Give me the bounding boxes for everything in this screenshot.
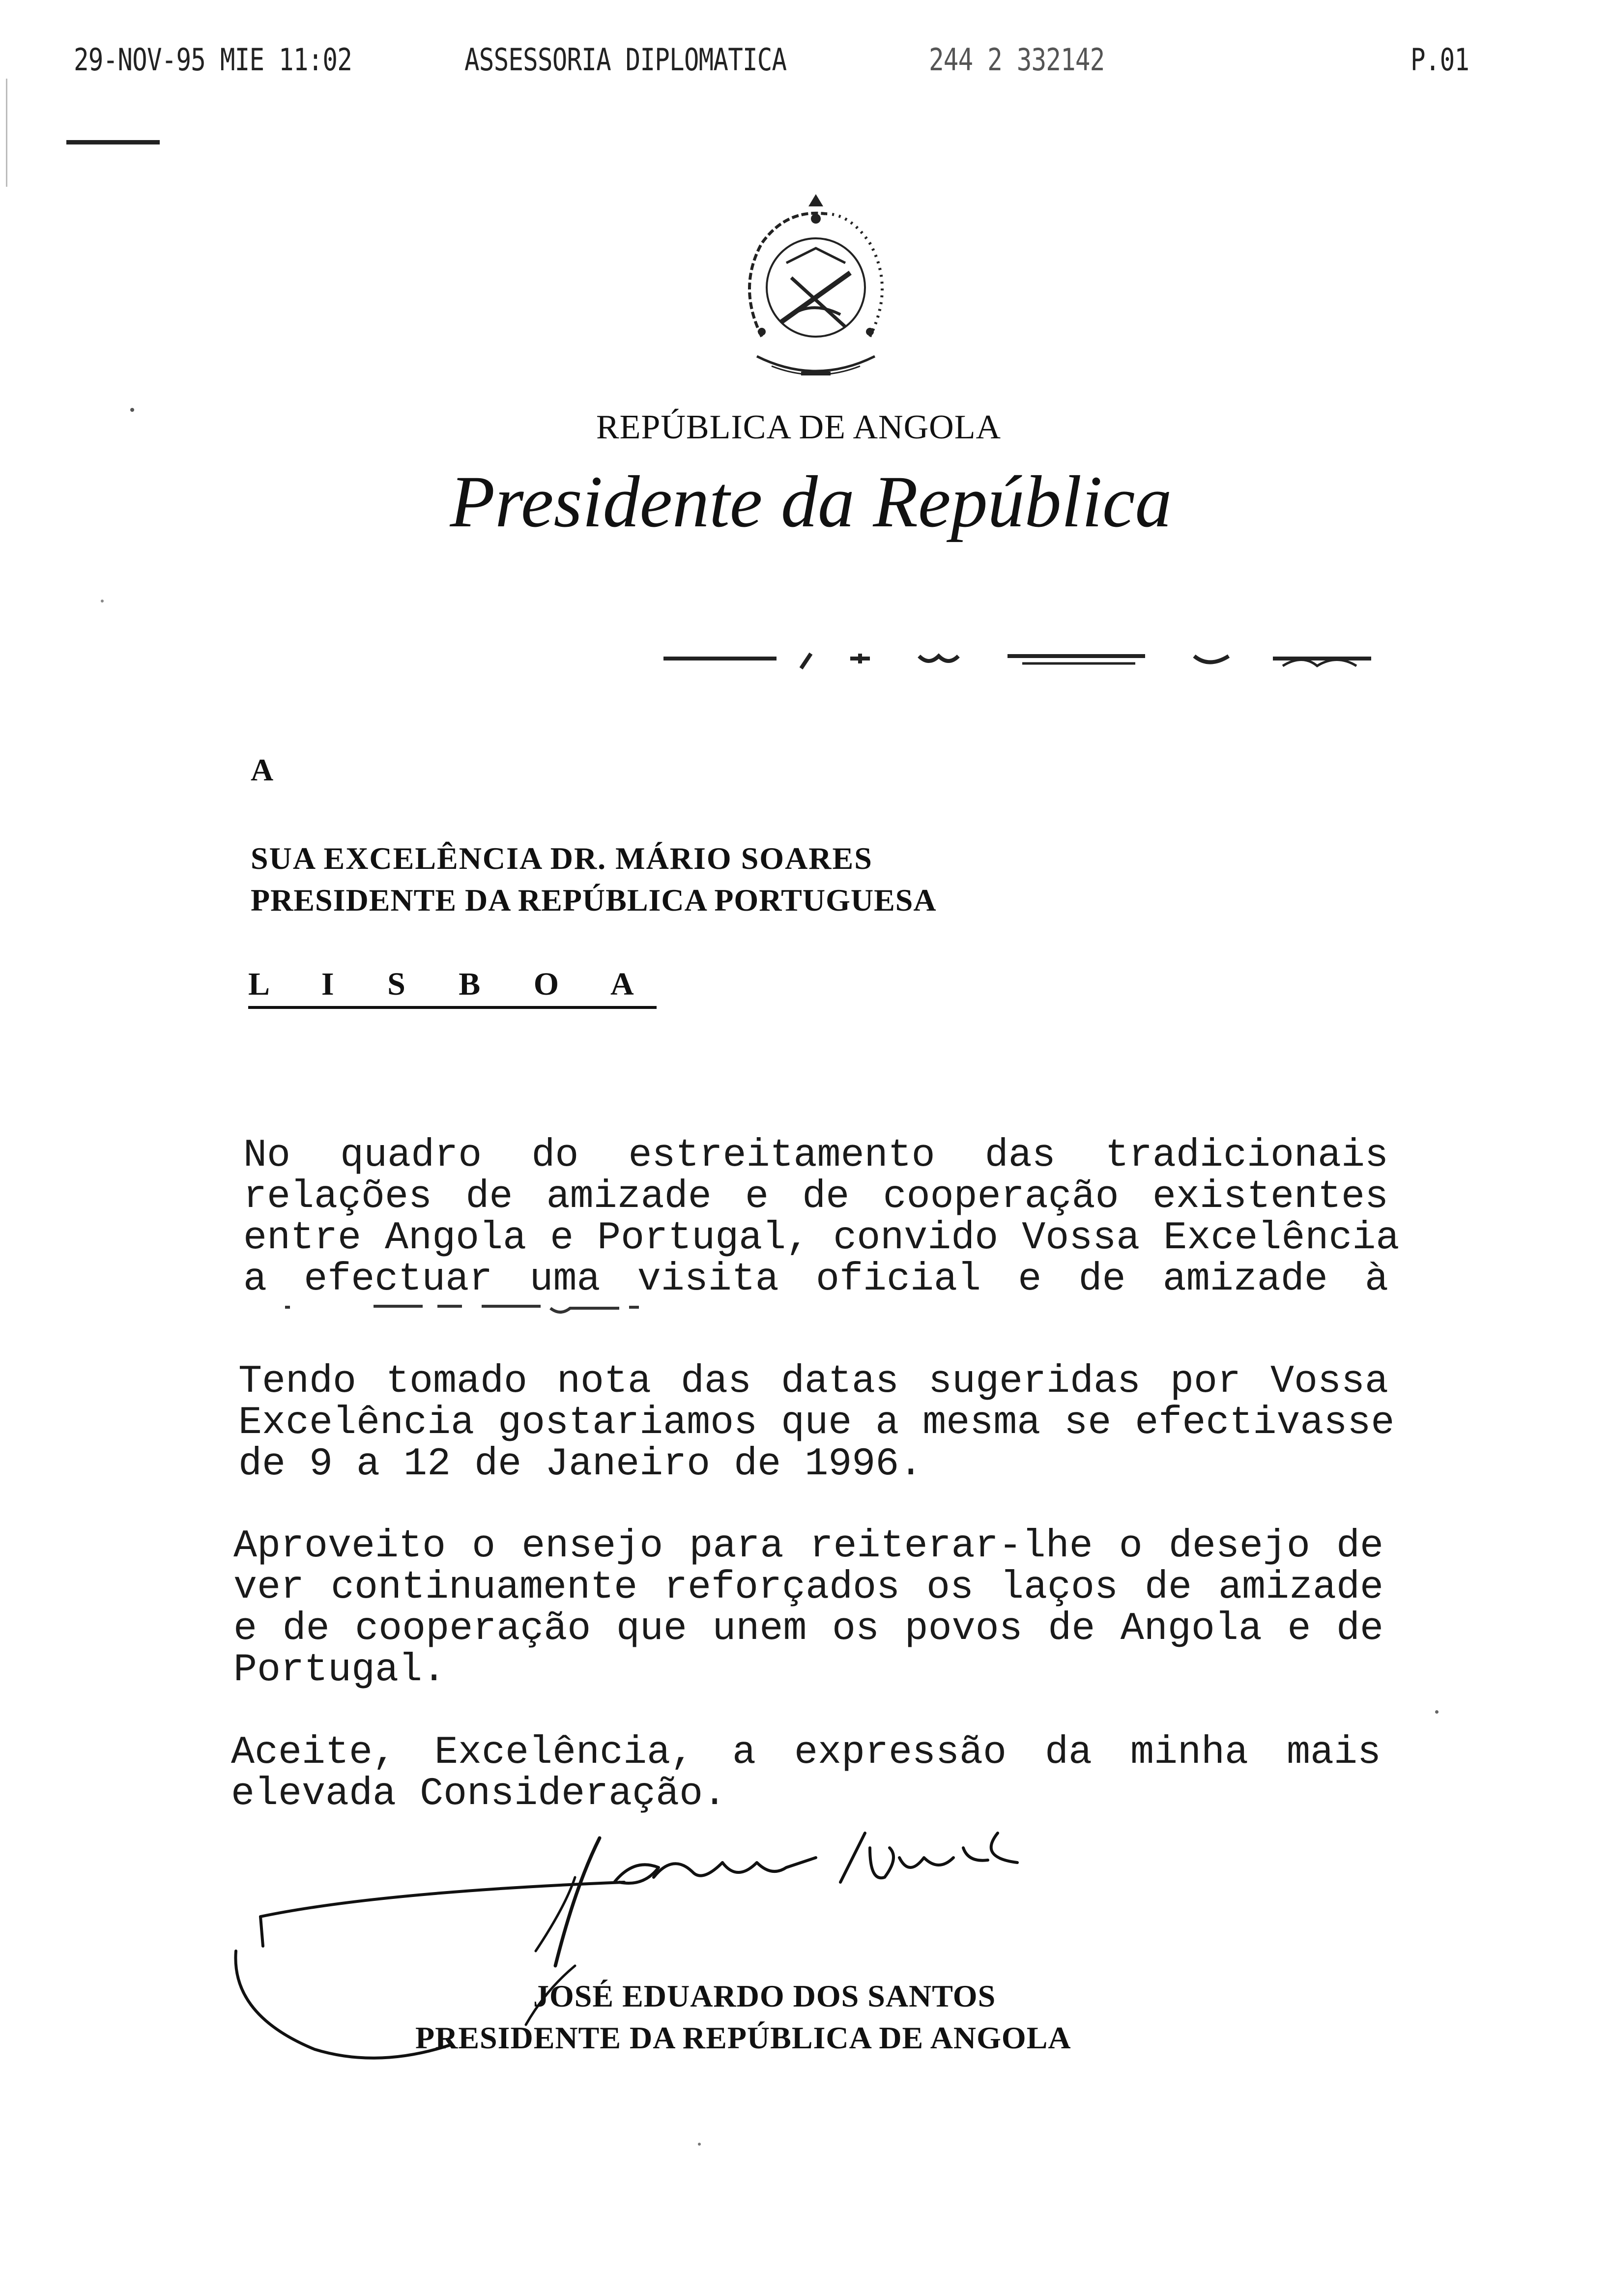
recipient-city: L I S B O A xyxy=(248,966,657,1009)
body-paragraph-4 xyxy=(231,1732,1381,1815)
scan-speck xyxy=(698,2143,701,2146)
signatory-name: JOSÉ EDUARDO DOS SANTOS xyxy=(533,1979,996,2013)
paragraph-line: Portugal. xyxy=(233,1648,446,1693)
paragraph-line: ver continuamente reforçados os laços de amizade xyxy=(233,1565,1383,1610)
paragraph-line: Tendo tomado nota das datas sugeridas por Vossa xyxy=(238,1359,1388,1404)
scan-edge-mark xyxy=(6,79,7,187)
body-paragraph-2 xyxy=(238,1359,1395,1487)
scan-speck xyxy=(130,408,134,412)
recipient-line1: SUA EXCELÊNCIA DR. MÁRIO SOARES xyxy=(251,841,873,876)
garbled-date-line xyxy=(663,649,1376,678)
paragraph-line: Excelência gostariamos que a mesma se efectivasse xyxy=(238,1401,1395,1445)
fax-datetime: 29-NOV-95 MIE 11:02 xyxy=(74,42,352,78)
scan-speck xyxy=(1435,1710,1439,1714)
body-paragraph-1 xyxy=(243,1133,1400,1302)
fax-sender: ASSESSORIA DIPLOMATICA xyxy=(464,42,787,78)
scan-mark xyxy=(66,140,160,144)
paragraph-line: relações de amizade e de cooperação existentes xyxy=(243,1175,1388,1219)
paragraph-line: entre Angola e Portugal, convido Vossa Excelência xyxy=(243,1216,1400,1261)
letterhead-country: REPÚBLICA DE ANGOLA xyxy=(596,408,1002,446)
angola-emblem-icon xyxy=(727,189,904,391)
paragraph-line: No quadro do estreitamento das tradicionais xyxy=(243,1133,1388,1178)
paragraph-line: elevada Consideração. xyxy=(231,1772,727,1816)
paragraph-line: a efectuar uma visita oficial e de amizade à xyxy=(243,1257,1388,1302)
truncated-line-fragment xyxy=(275,1302,718,1317)
paragraph-line: Aproveito o ensejo para reiterar-lhe o desejo de xyxy=(233,1524,1383,1569)
paragraph-line: Aceite, Excelência, a expressão da minha mais xyxy=(231,1730,1381,1775)
paragraph-line: de 9 a 12 de Janeiro de 1996. xyxy=(238,1442,923,1487)
letterhead-office: Presidente da República xyxy=(450,461,1172,543)
recipient-prefix: A xyxy=(251,752,274,787)
fax-number: 244 2 332142 xyxy=(929,42,1105,78)
signatory-title: PRESIDENTE DA REPÚBLICA DE ANGOLA xyxy=(415,2020,1071,2055)
fax-page: P.01 xyxy=(1410,42,1469,78)
body-paragraph-3 xyxy=(233,1526,1383,1691)
recipient-line2: PRESIDENTE DA REPÚBLICA PORTUGUESA xyxy=(251,883,937,918)
scan-speck xyxy=(101,600,104,603)
paragraph-line: e de cooperação que unem os povos de Angola e de xyxy=(233,1607,1383,1651)
